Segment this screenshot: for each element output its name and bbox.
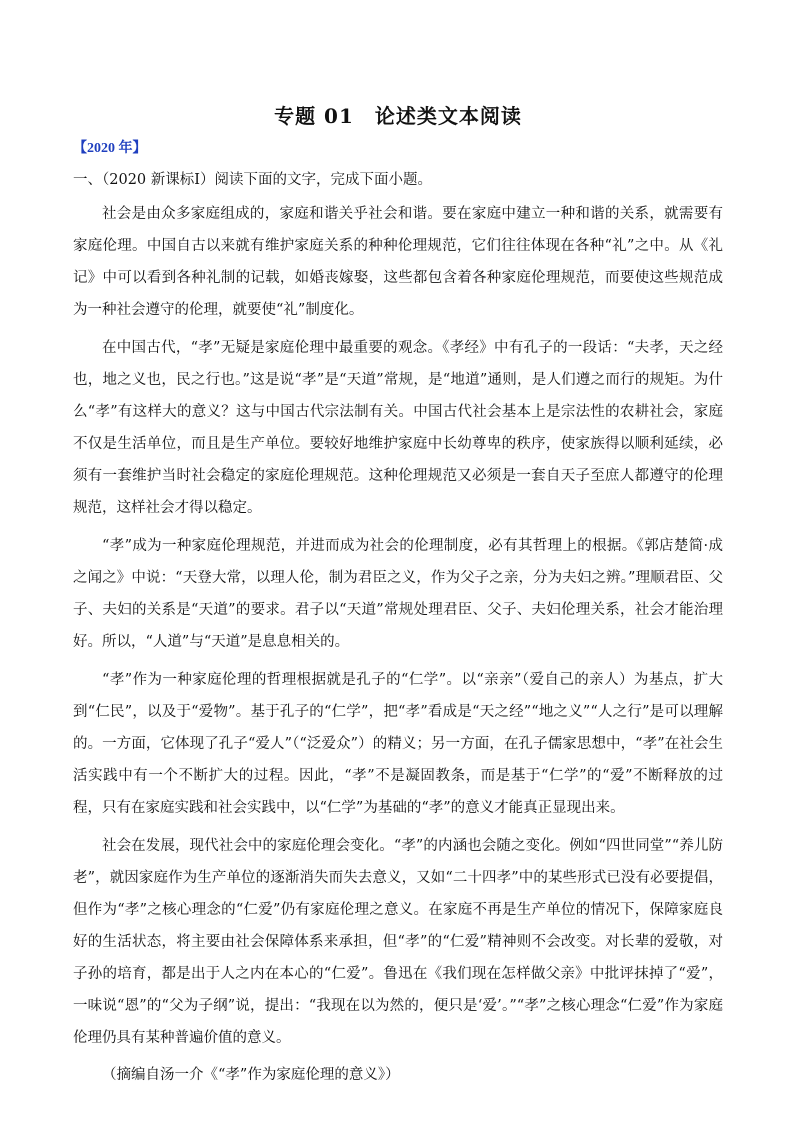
paragraph-5: 社会在发展，现代社会中的家庭伦理会变化。“孝”的内涵也会随之变化。例如“四世同堂”“养儿防老”，就因家庭作为生产单位的逐渐消失而失去意义，又如“二十四孝”中的某些形式已没有必要提倡，但作为“孝”之核心理念的“仁爱”仍有家庭伦理之意义。在家庭不再是生产单位的情况下，保障家庭良好的生活状态，将主要由社会保障体系来承担，但“孝”的“仁爱”精神则不会改变。对长辈的爱敬，对子孙的培育，都是出于人之内在本心的“仁爱”。鲁迅在《我们现在怎样做父亲》中批评抹掉了“爱”，一味说“恩”的“父为子纲”说，提出：“我现在以为然的，便只是‘爱’。”“孝”之核心理念“仁爱”作为家庭伦理仍具有某种普遍价值的意义。 (73, 838, 723, 1046)
source-citation: （摘编自汤一介《“孝”作为家庭伦理的意义》） (102, 1067, 400, 1083)
paragraph-4: “孝”作为一种家庭伦理的哲理根据就是孔子的“仁学”。以“亲亲”（爱自己的亲人）为基点，扩大到“仁民”，以及于“爱物”。基于孔子的“仁学”，把“孝”看成是“天之经”“地之义”“人之行”是可以理解的。一方面，它体现了孔子“爱人”（“泛爱众”）的精义；另一方面，在孔子儒家思想中，“孝”在社会生活实践中有一个不断扩大的过程。因此，“孝”不是凝固教条，而是基于“仁学”的“爱”不断释放的过程，只有在家庭实践和社会实践中，以“仁学”为基础的“孝”的意义才能真正显现出来。 (73, 672, 723, 816)
paragraph-3: “孝”成为一种家庭伦理规范，并进而成为社会的伦理制度，必有其哲理上的根据。《郭店楚简·成之闻之》中说：“天登大常，以理人伦，制为君臣之义，作为父子之亲，分为夫妇之辨。”理顺君臣、父子、夫妇的关系是“天道”的要求。君子以“天道”常规处理君臣、父子、夫妇伦理关系，社会才能治理好。所以，“人道”与“天道”是息息相关的。 (73, 538, 723, 650)
document-content (73, 100, 723, 1090)
paragraph-2: 在中国古代，“孝”无疑是家庭伦理中最重要的观念。《孝经》中有孔子的一段话：“夫孝，天之经也，地之义也，民之行也。”这是说“孝”是“天道”常规，是“地道”通则，是人们遵之而行的规矩。为什么“孝”有这样大的意义？这与中国古代宗法制有关。中国古代社会基本上是宗法性的农耕社会，家庭不仅是生活单位，而且是生产单位。要较好地维护家庭中长幼尊卑的秩序，使家族得以顺利延续，必须有一套维护当时社会稳定的家庭伦理规范。这种伦理规范又必须是一套自天子至庶人都遵守的伦理规范，这样社会才得以稳定。 (73, 340, 723, 516)
year-tag: 【2020 年】 (73, 141, 147, 156)
paragraph-1: 社会是由众多家庭组成的，家庭和谐关乎社会和谐。要在家庭中建立一种和谐的关系，就需要有家庭伦理。中国自古以来就有维护家庭关系的种种伦理规范，它们往往体现在各种“礼”之中。从《礼记》中可以看到各种礼制的记载，如婚丧嫁娶，这些都包含着各种家庭伦理规范，而要使这些规范成为一种社会遵守的伦理，就要使“礼”制度化。 (73, 206, 723, 318)
question-intro: 一、（2020 新课标Ⅰ）阅读下面的文字，完成下面小题。 (73, 172, 432, 188)
document-title: 专题 01 论述类文本阅读 (274, 104, 522, 128)
